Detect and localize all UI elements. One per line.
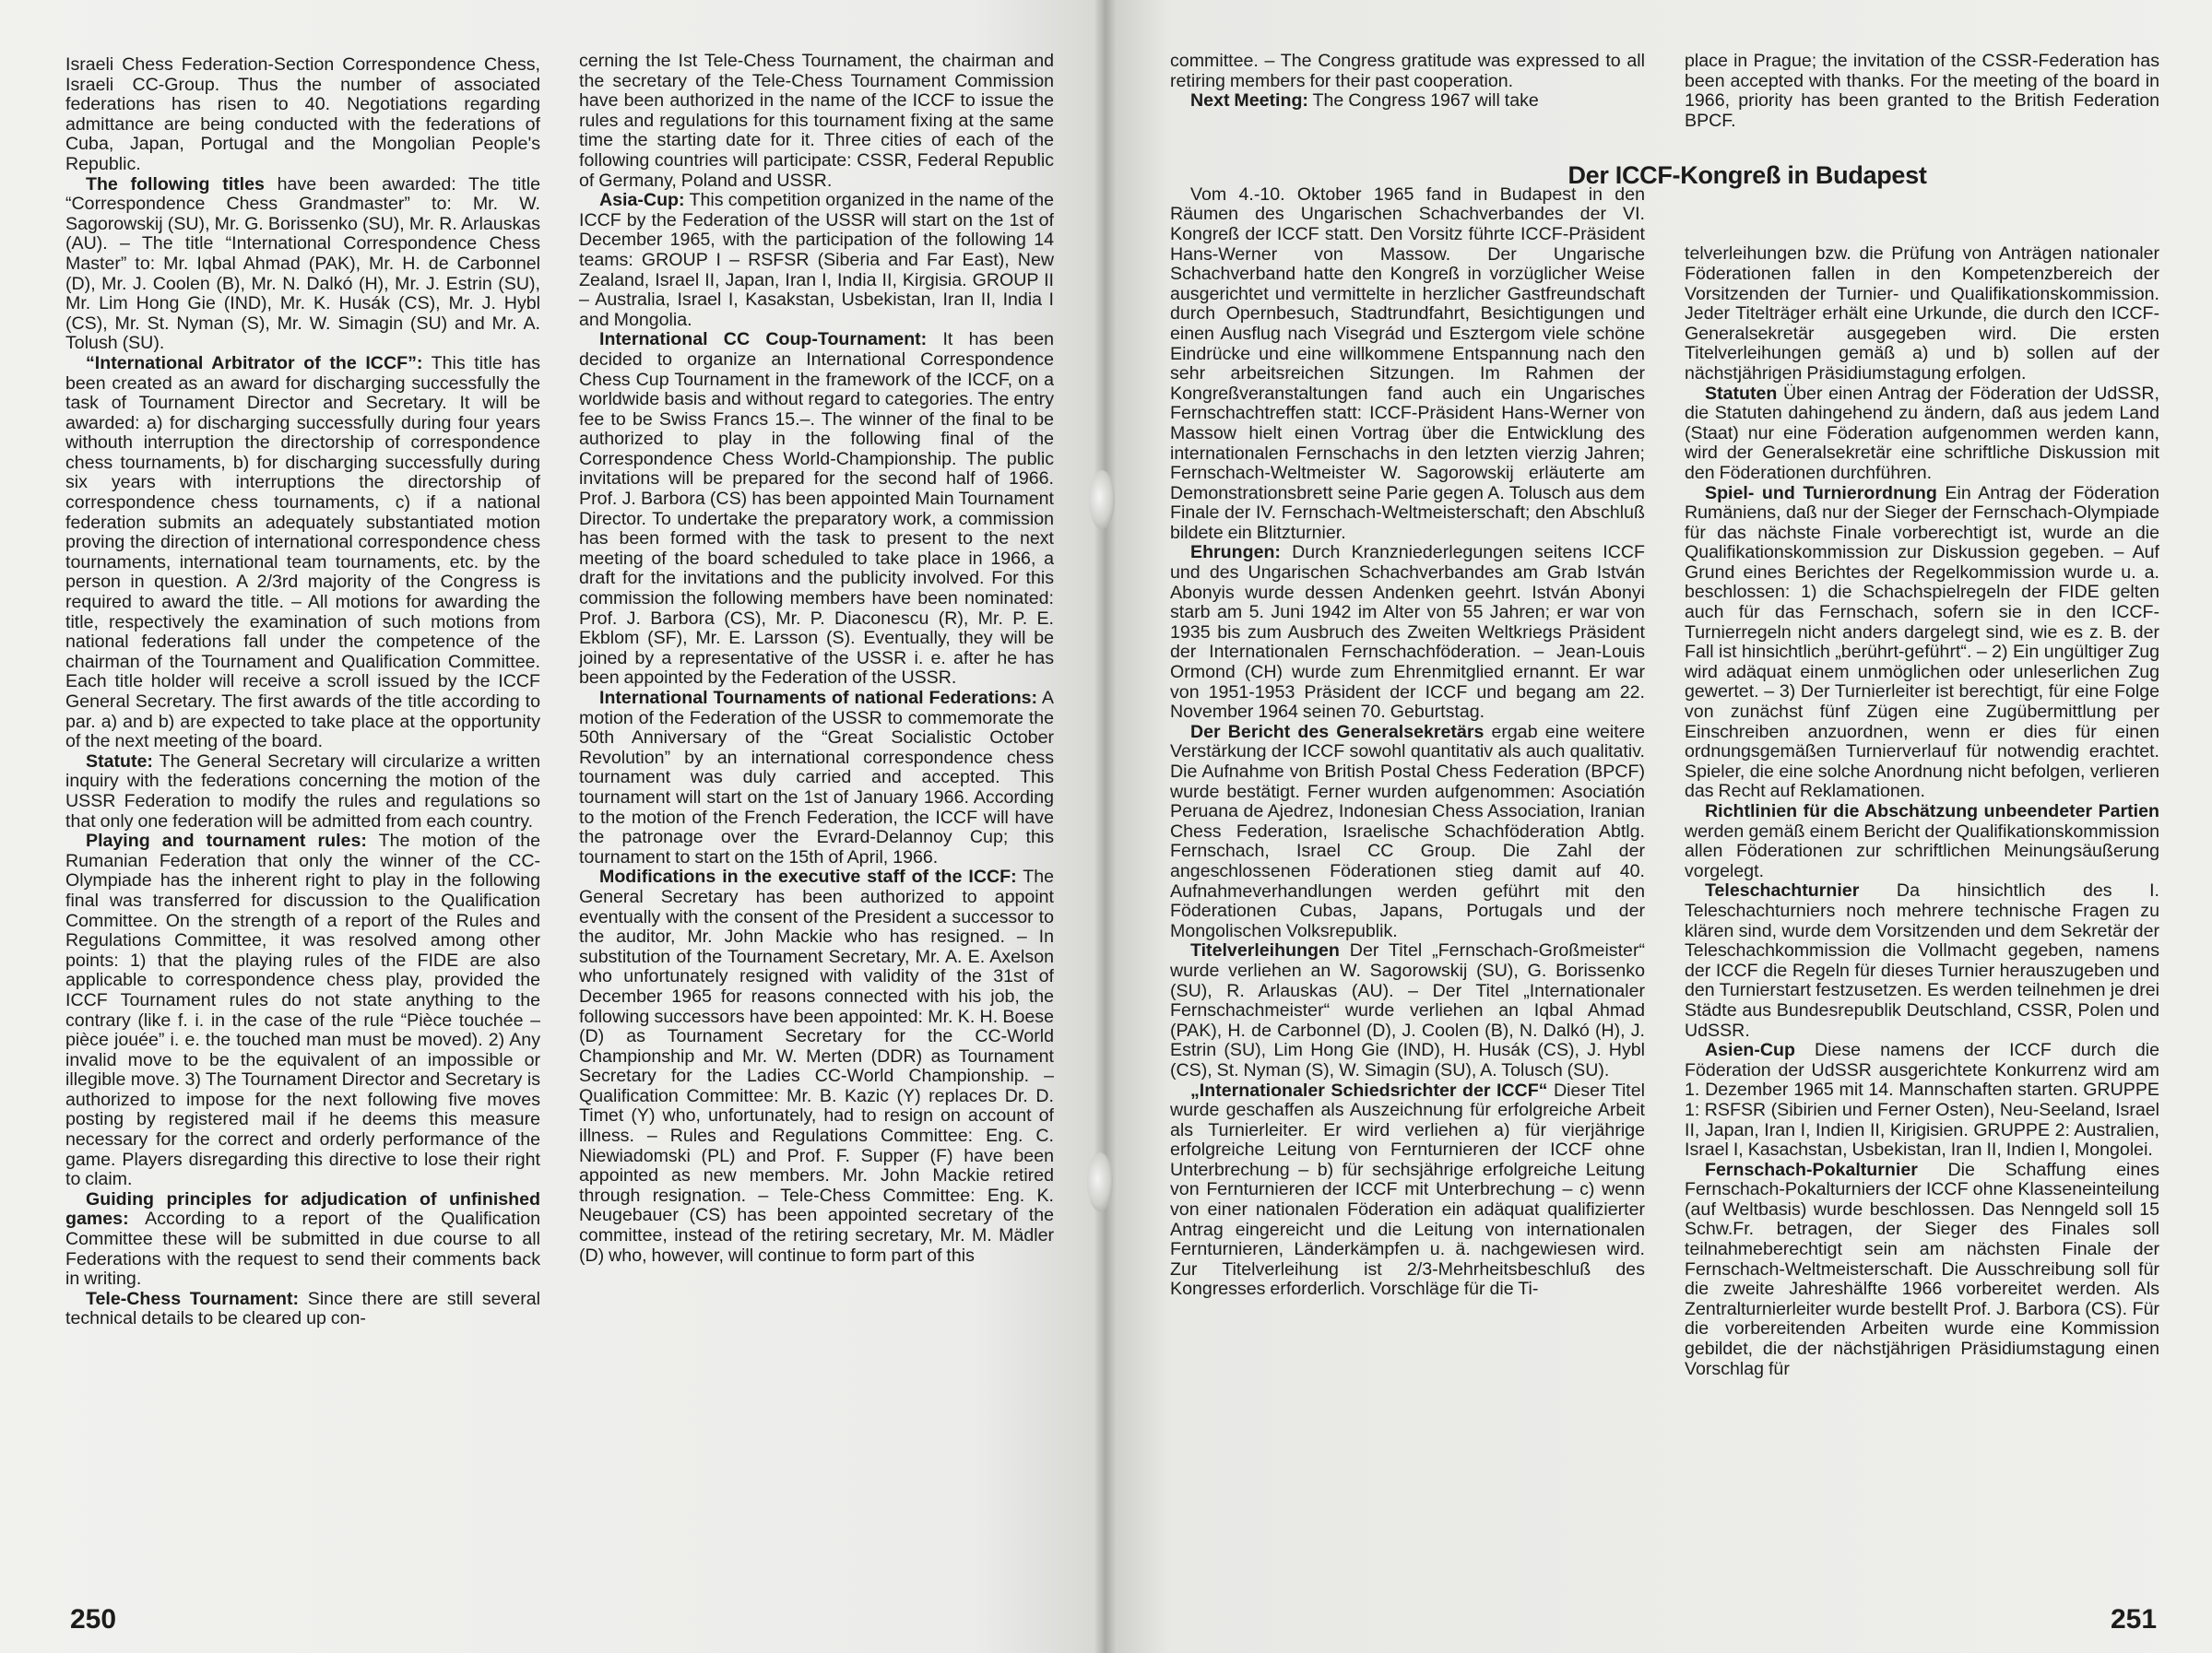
paragraph bbox=[65, 55, 540, 175]
paragraph-text: The Congress 1967 will take bbox=[1307, 90, 1539, 112]
paragraph bbox=[1170, 941, 1645, 1080]
paragraph-heading: Next Meeting: bbox=[1190, 90, 1308, 112]
paragraph-text: Since there are still several technical details to be cleared up con- bbox=[65, 1288, 540, 1329]
binding-hole-bottom bbox=[1087, 1152, 1113, 1211]
paragraph-heading: Asien-Cup bbox=[1705, 1040, 1795, 1061]
paragraph bbox=[65, 1190, 540, 1290]
paragraph bbox=[1685, 244, 2159, 384]
paragraph-text: Durch Kranzniederlegungen seitens ICCF und des Ungarischen Schachverbandes am Grab István Abonyis wurde dessen Andenken geehrt. István Abonyi starb am 5. Juni 1942 im Alter von 55 Jahren; er war von 1935 bis zum Ausbruch des Zweiten Weltkriegs Präsident der Internationalen Fernschachföderation. – Jean-Louis Ormond (CH) wurde zum Ehrenmitglied ernannt. Er war von 1951-1953 Präsident der ICCF und begang am 22. November 1964 seinen 70. Geburtstag. bbox=[1170, 542, 1645, 723]
paragraph-heading: Fernschach-Pokalturnier bbox=[1705, 1159, 1918, 1180]
paragraph-text: Über einen Antrag der Föderation der UdSSR, die Statuten dahingehend zu ändern, daß aus jedem Land (Staat) nur eine Föderation aufgenommen werden kann, wird der Generalsekretär eine schriftliche Diskussion mit den Föderationen durchführen. bbox=[1685, 383, 2159, 483]
paragraph-text: This title has been created as an award for discharging successfully the task of Tournament Director and Secretary. It will be awarded: a) for discharging successfully during four years withouth interruption the directorship of correspondence chess tournaments, b) for discharging successfully during six years with interruptions the directorship of correspondence chess tournaments, c) if a national federation submits an adequately substantiated motion proving the direction of international correspondence chess tournaments, international team tournaments, etc. by the person in question. A 2/3rd majority of the Congress is required to award the title. – All motions for awarding the title, respectively the examination of such motions from national federations fall under the competence of the chairman of the Tournament and Qualification Committee. Each title holder will receive a scroll issued by the ICCF General Secretary. The first awards of the title according to par. a) and b) are expected to take place at the opportunity of the next meeting of the board. bbox=[65, 352, 540, 752]
paragraph-heading: Der Bericht des Generalsekretärs bbox=[1190, 721, 1485, 742]
paragraph-heading: Spiel- und Turnierordnung bbox=[1705, 482, 1937, 503]
paragraph bbox=[1170, 185, 1645, 544]
paragraph-text: have been awarded: The title “Correspondence Chess Grandmaster” to: Mr. W. Sagorowskij (SU), Mr. G. Borissenko (SU), Mr. R. Arlauskas (AU). – The title “International Correspondence Chess Master” to: Mr. Iqbal Ahmad (PAK), Mr. H. de Carbonnel (D), Mr. J. Coolen (B), Mr. N. Dalkó (H), Mr. J. Estrin (SU), Mr. Lim Hong Gie (IND), Mr. K. Husák (CS), Mr. J. Hybl (CS), Mr. St. Nyman (S), Mr. W. Simagin (SU) and Mr. A. Tolush (SU). bbox=[65, 173, 540, 354]
paragraph-text: It has been decided to organize an International Correspondence Chess Cup Tournament in the framework of the ICCF, on a worldwide basis and without regard to categories. The entry fee to be Swiss Francs 15.–. The winner of the final to be authorized to play in the following final of the Correspondence Chess World-Championship. The public invitations will be prepared for the second half of 1966. Prof. J. Barbora (CS) has been appointed Main Tournament Director. To undertake the preparatory work, a commission has been formed with the task to present to the next meeting of the board scheduled to take place in 1966, a draft for the invitations and the publicity involved. For this commission the following members have been nominated: Prof. J. Barbora (CS), Mr. P. Diaconescu (R), Mr. P. E. Ekblom (SF), Mr. E. Larsson (S). Eventually, they will be joined by a representative of the USSR i. e. after he has been appointed by the Federation of the USSR. bbox=[579, 329, 1054, 689]
paragraph-text: cerning the Ist Tele-Chess Tournament, the chairman and the secretary of the Tele-Chess Tournament Commission have been authorized in the name of the ICCF to issue the rules and regulations for this tournament fixing at the same time the starting date for it. Three cities of each of the following countries will participate: CSSR, Federal Republic of Germany, Poland and USSR. bbox=[579, 51, 1054, 191]
article-heading: Der ICCF-Kongreß in Budapest bbox=[1567, 161, 1927, 189]
paragraph-heading: The following titles bbox=[86, 173, 265, 195]
paragraph bbox=[1685, 881, 2159, 1041]
page-right bbox=[1104, 0, 2212, 1653]
paragraph-text: Da hinsichtlich des I. Teleschachturniers noch mehrere technische Fragen zu klären sind, wurde dem Vorsitzenden und dem Sekretär der Teleschachkommission die Vollmacht gegeben, namens der ICCF die Regeln für dieses Turnier herauszugeben und den Turnierstart festzusetzen. Es werden teilnehmen je drei Städte aus Bundesrepublik Deutschland, CSSR, Polen und UdSSR. bbox=[1685, 880, 2159, 1041]
paragraph-text: Ein Antrag der Föderation Rumäniens, daß nur der Sieger der Fernschach-Olympiade für das nächste Finale vorberechtigt ist, wurde an die Qualifikationskommission zur Diskussion gegeben. – Auf Grund eines Berichtes der Regelkommission wurde u. a. beschlossen: 1) die Schachspielregeln der FIDE gelten auch für das Fernschach, sofern sie in den ICCF-Turnierregeln nicht anders dargelegt sind, wie es z. B. der Fall ist hinsichtlich „berührt-geführt“. – 2) Ein ungültiger Zug wird adäquat einem unmöglichen oder unleserlichen Zug gewertet. – 3) Der Turnierleiter ist berechtigt, für eine Folge von zunächst fünf Zügen eine Zugübermittlung per Einschreiben anzuordnen, wenn er dies für einen ordnungsgemäßen Turnierverlauf für notwendig erachtet. Spieler, die eine solche Anordnung nicht befolgen, verlieren das Recht auf Reklamationen. bbox=[1685, 482, 2160, 802]
paragraph bbox=[579, 689, 1054, 868]
paragraph bbox=[1685, 1161, 2159, 1380]
paragraph-heading: Titelverleihungen bbox=[1190, 940, 1340, 962]
paragraph-text: Dieser Titel wurde geschaffen als Auszeichnung für erfolgreiche Arbeit als Turnierleiter. Er wird verliehen a) für vierjährige erfolgreiche Leitung von Fernturnieren der ICCF ohne Unterbrechung – b) für sechsjährige erfolgreiche Leitung von Fernturnieren der ICCF mit Unterbrechung – c) wenn von einer nationalen Föderation ein adäquat qualifizierter Antrag eingereicht und die Leitung von internationalen Fernturnieren, Länderkämpfen u. ä. nachgewiesen wird. Zur Titelverleihung ist 2/3-Mehrheitsbeschluß des Kongresses erforderlich. Vorschläge für die Ti- bbox=[1170, 1080, 1645, 1300]
page-number-left: 250 bbox=[70, 1604, 117, 1635]
paragraph-text: This competition organized in the name of the ICCF by the Federation of the USSR will start on the 1st of December 1965, with the participation of the following 14 teams: GROUP I – RSFSR (Siberia and Far East), New Zealand, Israel II, Japan, Iran I, India II, Kirgisia. GROUP II – Australia, Israel I, Kasakstan, Usbekistan, Iran II, India I and Mongolia. bbox=[579, 190, 1054, 330]
paragraph-heading: Statute: bbox=[86, 750, 153, 772]
column-2 bbox=[579, 52, 1054, 1266]
paragraph bbox=[65, 354, 540, 752]
paragraph-text: Diese namens der ICCF durch die Föderation der UdSSR ausgerichtete Konkurrenz wird am 1. Dezember 1965 mit 14. Mannschaften starten. GRUPPE 1: RSFSR (Sibirien und Ferner Osten), Neu-Seeland, Israel II, Japan, Iran I, Indien II, Kirigisien. GRUPPE 2: Australien, Israel I, Kasachstan, Usbekistan, Iran II, Indien I, Mongolei. bbox=[1685, 1040, 2159, 1161]
paragraph bbox=[1170, 543, 1645, 722]
page-number-right: 251 bbox=[2111, 1604, 2158, 1635]
paragraph-heading: Guiding principles for adjudication of unfinished games: bbox=[65, 1188, 540, 1230]
paragraph-heading: Ehrungen: bbox=[1190, 542, 1281, 563]
paragraph bbox=[579, 52, 1054, 191]
binding-hole-top bbox=[1089, 470, 1115, 529]
paragraph bbox=[1170, 1081, 1645, 1301]
paragraph bbox=[579, 868, 1054, 1266]
paragraph-heading: Richtlinien für die Abschätzung unbeendeter Partien bbox=[1705, 801, 2159, 821]
paragraph bbox=[1170, 723, 1645, 942]
paragraph-heading: Asia-Cup: bbox=[599, 190, 685, 211]
paragraph-heading: “International Arbitrator of the ICCF”: bbox=[86, 352, 423, 373]
paragraph bbox=[1685, 384, 2159, 484]
paragraph-heading: International Tournaments of national Federations: bbox=[599, 688, 1038, 708]
paragraph bbox=[65, 832, 540, 1190]
paragraph bbox=[65, 752, 540, 832]
paragraph bbox=[65, 175, 540, 354]
paragraph-text: According to a report of the Qualification Committee these will be submitted in due course to all Federations with the request to send their comments back in writing. bbox=[65, 1209, 540, 1290]
paragraph-heading: „Internationaler Schiedsrichter der ICCF“ bbox=[1190, 1080, 1548, 1101]
paragraph bbox=[579, 191, 1054, 330]
paragraph bbox=[1685, 52, 2159, 131]
paragraph-text: The motion of the Rumanian Federation that only the winner of the CC-Olympiade has the inherent right to play in the following final was transferred for discussion to the Qualification Committee. On the strength of a report of the Rules and Regulations Committee, it was resolved among other points: 1) that the playing rules of the FIDE are also applicable to correspondence chess play, provided the ICCF Tournament rules do not state anything to the contrary (like f. i. in the case of the rule “Pièce touchée – pièce jouée” i. e. the touched man must be moved). 2) Any invalid move to be the equivalent of an impossible or illegible move. 3) The Tournament Director and Secretary is authorized to impose for the next following five moves posting by registered mail if he deems this measure necessary for the correct and orderly performance of the game. Players disregarding this directive to lose their right to claim. bbox=[65, 831, 540, 1190]
paragraph-text: place in Prague; the invitation of the CSSR-Federation has been accepted with thanks. For the meeting of the board in 1966, priority has been granted to the British Federation BPCF. bbox=[1685, 51, 2159, 131]
paragraph-text: telverleihungen bzw. die Prüfung von Anträgen nationaler Föderationen fallen in den Kompetenzbereich der Vorsitzenden der Turnier- und Qualifikationskommission. Jeder Titelträger erhält eine Urkunde, die durch den ICCF-Generalsekretär ausgegeben wird. Die ersten Titelverleihungen gemäß a) und b) sollen auf der nächstjährigen Präsidiumstagung erfolgen. bbox=[1685, 243, 2159, 384]
paragraph-text: The General Secretary has been authorized to appoint eventually with the consent of the President a successor to the auditor, Mr. John Mackie who has resigned. – In substitution of the Tournament Secretary, Mr. A. E. Axelson who unfortunately resigned with validity of the 31st of December 1965 for reasons connected with his job, the following successors have been appointed: Mr. K. H. Boese (D) as Tournament Secretary for the CC-World Championship and Mr. W. Merten (DDR) as Tournament Secretary for the Ladies CC-World Championship. – Qualification Committee: Mr. B. Kazic (Y) replaces Dr. D. Timet (Y) who, unfortunately, had to resign on account of illness. – Rules and Regulations Committee: Eng. C. Niewiadomski (PL) and Prof. F. Supper (F) have been appointed as new members. Mr. John Mackie retired through resignation. – Tele-Chess Committee: Eng. K. Neugebauer (CS) has been appointed secretary of the committee, instead of the retiring secretary, Mr. M. Mädler (D) who, however, will continue to form part of this bbox=[579, 867, 1054, 1266]
paragraph bbox=[1170, 52, 1645, 91]
paragraph-text: The General Secretary will circularize a written inquiry with the federations concerning the motion of the USSR Federation to modify the rules and regulations so that only one federation will be admitted from each country. bbox=[65, 750, 540, 832]
paragraph-text: Israeli Chess Federation-Section Correspondence Chess, Israeli CC-Group. Thus the number of associated federations has risen to 40. Negotiations regarding admittance are being conducted with the federations of Cuba, Japan, Portugal and the Mongolian People's Republic. bbox=[65, 54, 540, 174]
paragraph-heading: Modifications in the executive staff of the ICCF: bbox=[599, 867, 1017, 888]
paragraph bbox=[1685, 484, 2159, 803]
paragraph-text: A motion of the Federation of the USSR to commemorate the 50th Anniversary of the “Great Socialistic October Revolution” by an international correspondence chess tournament was duly carried and accepted. This tournament will start on the 1st of January 1966. According to the motion of the French Federation, the ICCF will have the patronage over the Evrard-Delannoy Cup; this tournament to start on the 15th of April, 1966. bbox=[579, 688, 1054, 868]
paragraph bbox=[65, 1290, 540, 1329]
paragraph bbox=[1685, 1041, 2159, 1161]
paragraph bbox=[1685, 802, 2159, 881]
page-left bbox=[0, 0, 1104, 1653]
paragraph-heading: Playing and tournament rules: bbox=[86, 831, 367, 852]
paragraph bbox=[1170, 91, 1645, 112]
paragraph-heading: Tele-Chess Tournament: bbox=[86, 1288, 300, 1309]
paragraph-text: ergab eine weitere Verstärkung der ICCF sowohl quantitativ als auch qualitativ. Die Aufnahme von British Postal Chess Federation (BPCF) wurde bestätigt. Ferner wurden aufgenommen: Asociatión Peruana de Ajedrez, Indonesian Chess Association, Iranian Chess Federation, Israelische Schachföderation Abtlg. Fernschach, Israel CC Group. Die Zahl der angeschlossenen Föderationen stieg damit auf 40. Aufnahmeverhandlungen werden geführt mit den Föderationen Cubas, Japans, Portugals und der Mongolischen Volksrepublik. bbox=[1170, 721, 1645, 941]
column-4 bbox=[1685, 52, 2159, 1379]
paragraph-text: Vom 4.-10. Oktober 1965 fand in Budapest in den Räumen des Ungarischen Schachverbandes der VI. Kongreß der ICCF statt. Den Vorsitz führte ICCF-Präsident Hans-Werner von Massow. Der Ungarische Schachverband hatte den Kongreß in vorzüglicher Weise ausgerichtet und vermittelte in herzlicher Gastfreundschaft durch Opernbesuch, Stadtrundfahrt, Besichtigungen und einen Ausflug nach Visegrád und Esztergom viele schöne Eindrücke und eine willkommene Entspannung nach den sehr arbeitsreichen Sitzungen. Im Rahmen der Kongreßveranstaltungen fand auch ein Ungarisches Fernschachtreffen statt: ICCF-Präsident Hans-Werner von Massow hielt einen Vortrag über die Entwicklung des internationalen Fernschachs in den letzten vierzig Jahren; Fernschach-Weltmeister W. Sagorowskij erläuterte am Demonstrationsbrett seine Parie gegen A. Tolusch aus dem Finale der IV. Fernschach-Weltmeisterschaft; den Abschluß bildete ein Blitzturnier. bbox=[1170, 183, 1645, 543]
paragraph-heading: Teleschachturnier bbox=[1705, 880, 1860, 902]
column-1 bbox=[65, 55, 540, 1329]
column-3 bbox=[1170, 52, 1645, 1300]
book-gutter bbox=[1094, 0, 1118, 1653]
paragraph-heading: International CC Coup-Tournament: bbox=[599, 329, 928, 350]
paragraph-heading: Statuten bbox=[1705, 383, 1778, 404]
paragraph bbox=[579, 330, 1054, 689]
paragraph-text: Die Schaffung eines Fernschach-Pokalturniers der ICCF ohne Klasseneinteilung (auf Weltbasis) wurde beschlossen. Das Nenngeld soll 15 Schw.Fr. betragen, der Sieger des Finales soll teilnahmeberechtigt sein am nächsten Finale der Fernschach-Weltmeisterschaft. Die Ausschreibung soll für die zweite Jahreshälfte 1966 vorbereitet werden. Als Zentralturnierleiter wurde bestellt Prof. J. Barbora (CS). Für die vorbereitenden Arbeiten wurde eine Kommission gebildet, die der nächstjährigen Präsidiumstagung einen Vorschlag für bbox=[1685, 1159, 2159, 1379]
paragraph-text: Der Titel „Fernschach-Großmeister“ wurde verliehen an W. Sagorowskij (SU), G. Borissenko (SU), R. Arlauskas (AU). – Der Titel „Internationaler Fernschachmeister“ wurde verliehen an Iqbal Ahmad (PAK), H. de Carbonnel (D), J. Coolen (B), N. Dalkó (H), J. Estrin (SU), Lim Hong Gie (IND), H. Husák (CS), J. Hybl (CS), St. Nyman (S), W. Simagin (SU), A. Tolusch (SU). bbox=[1170, 940, 1645, 1080]
paragraph-text: committee. – The Congress gratitude was expressed to all retiring members for their past cooperation. bbox=[1170, 51, 1645, 91]
paragraph-text: werden gemäß einem Bericht der Qualifikationskommission allen Föderationen zur schriftlichen Meinungsäußerung vorgelegt. bbox=[1685, 821, 2159, 881]
